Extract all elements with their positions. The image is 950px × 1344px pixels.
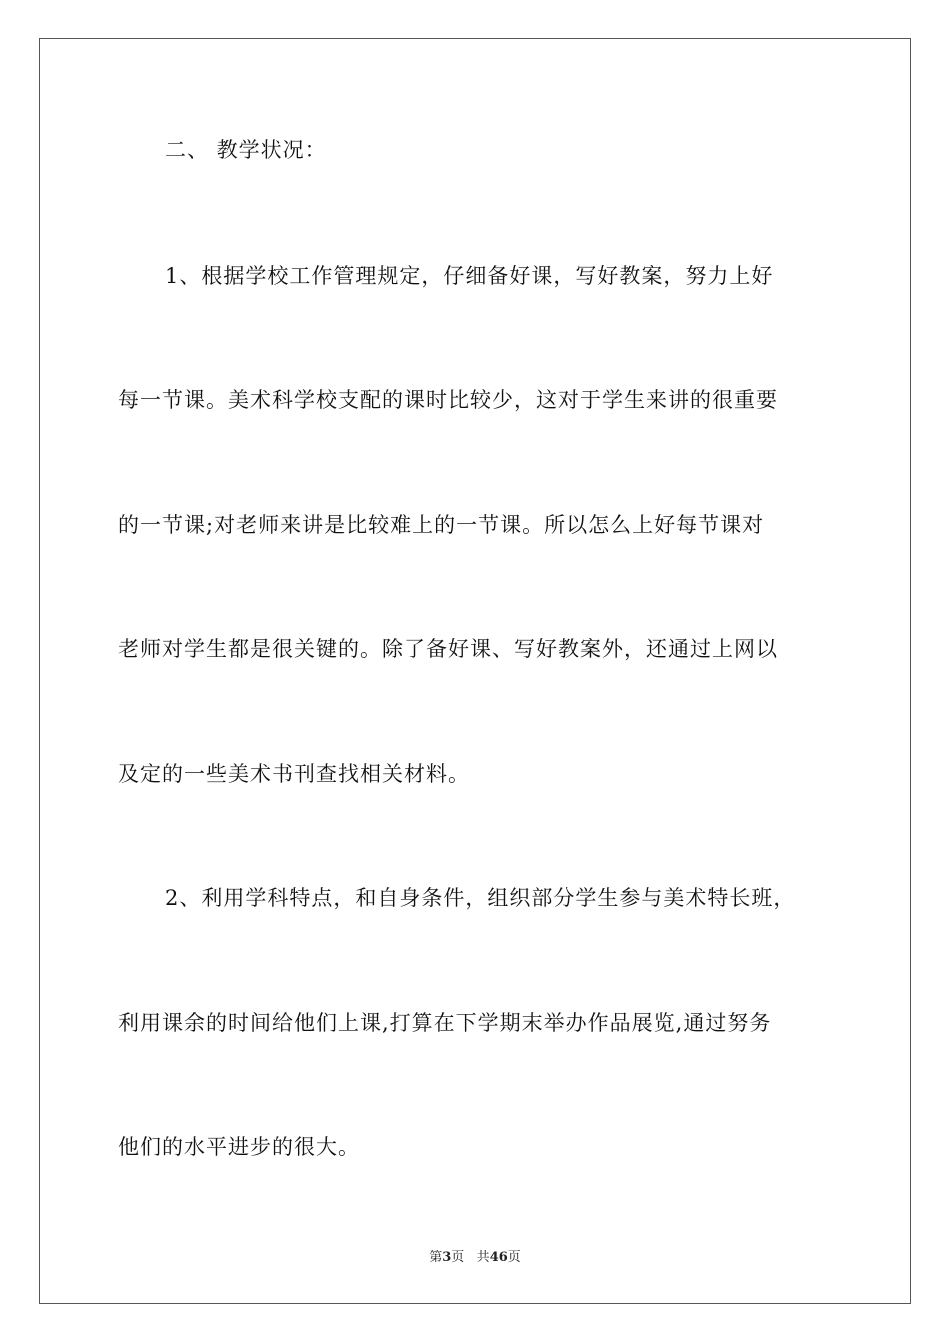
paragraph1-line2: 每一节课。美术科学校支配的课时比较少，这对于学生来讲的很重要: [118, 388, 778, 412]
footer-total-suffix: 页: [507, 1250, 521, 1265]
paragraph2-line1: 2、利用学科特点，和自身条件，组织部分学生参与美术特长班，: [165, 886, 796, 910]
page-footer: [0, 1246, 950, 1265]
footer-page-prefix: 第: [429, 1250, 443, 1265]
paragraph2-line3: 他们的水平进步的很大。: [118, 1135, 360, 1159]
footer-page-total: 46: [489, 1250, 508, 1265]
section-heading: 二、 教学状况：: [165, 138, 327, 162]
paragraph1-line5: 及定的一些美术书刊查找相关材料。: [118, 762, 470, 786]
footer-page-current: 3: [442, 1250, 452, 1265]
footer-page-suffix: 页: [451, 1250, 465, 1265]
paragraph1-line4: 老师对学生都是很关键的。除了备好课、写好教案外，还通过上网以: [118, 637, 778, 661]
paragraph1-line3: 的一节课;对老师来讲是比较难上的一节课。所以怎么上好每节课对: [118, 513, 765, 537]
page-frame: [39, 38, 911, 1304]
paragraph2-line2: 利用课余的时间给他们上课,打算在下学期末举办作品展览,通过努务: [118, 1011, 772, 1035]
footer-total-prefix: 共: [476, 1250, 490, 1265]
paragraph1-line1: 1、根据学校工作管理规定，仔细备好课，写好教案，努力上好: [165, 264, 774, 288]
